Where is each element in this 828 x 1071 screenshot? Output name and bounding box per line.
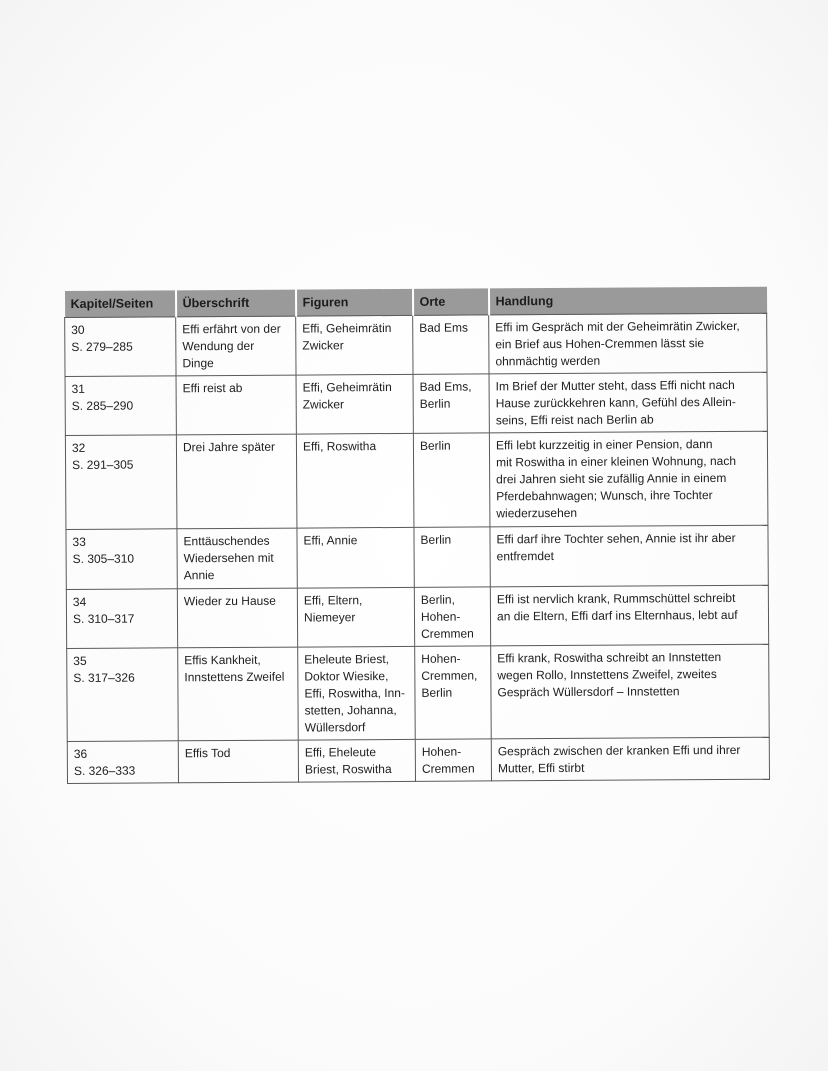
header-kapitel-seiten: Kapitel/Seiten bbox=[64, 290, 175, 317]
cell-kapitel: 33 S. 305–310 bbox=[66, 529, 177, 590]
cell-handlung: Gespräch zwischen der kranken Effi und ihrer Mutter, Effi stirbt bbox=[491, 737, 769, 781]
table-row bbox=[67, 644, 770, 741]
cell-orte: Berlin bbox=[414, 527, 490, 587]
cell-kapitel: 34 S. 310–317 bbox=[66, 589, 177, 649]
cell-handlung: Effi ist nervlich krank, Rummschüttel schreibt an die Eltern, Effi darf ins Elternhaus, lebt auf bbox=[490, 585, 768, 646]
cell-handlung: Effi im Gespräch mit der Geheimrätin Zwicker, ein Brief aus Hohen-Cremmen lässt sie ohnmächtig werden bbox=[489, 313, 767, 374]
header-figuren: Figuren bbox=[295, 289, 412, 316]
table-row bbox=[65, 313, 767, 376]
cell-ueberschrift: Effis Kankheit, Innstettens Zweifel bbox=[178, 647, 299, 741]
cell-figuren: Effi, Eltern, Niemeyer bbox=[297, 587, 414, 647]
cell-handlung: Im Brief der Mutter steht, dass Effi nicht nach Hause zurückkehren kann, Gefühl des Allein- seins, Effi reist nach Berlin ab bbox=[489, 372, 767, 433]
cell-handlung: Effi lebt kurzzeitig in einer Pension, dann mit Roswitha in einer kleinen Wohnung, nach drei Jahren sieht sie zufällig Annie in einem Pferdebahnwagen; Wunsch, ihre Tochter wiederzusehen bbox=[489, 431, 768, 527]
cell-orte: Hohen- Cremmen bbox=[415, 739, 491, 781]
table-row bbox=[67, 737, 769, 783]
cell-ueberschrift: Enttäuschendes Wiedersehen mit Annie bbox=[177, 528, 297, 589]
cell-kapitel: 30 S. 279–285 bbox=[65, 317, 176, 377]
cell-orte: Hohen- Cremmen, Berlin bbox=[415, 646, 492, 739]
cell-ueberschrift: Effi erfährt von der Wendung der Dinge bbox=[176, 316, 296, 376]
header-ueberschrift: Überschrift bbox=[175, 290, 295, 317]
cell-orte: Bad Ems bbox=[413, 315, 489, 374]
header-orte: Orte bbox=[412, 288, 488, 315]
cell-kapitel: 32 S. 291–305 bbox=[65, 435, 177, 530]
table-row bbox=[65, 431, 768, 529]
cell-kapitel: 35 S. 317–326 bbox=[67, 648, 179, 742]
cell-orte: Berlin, Hohen- Cremmen bbox=[414, 587, 490, 646]
cell-ueberschrift: Drei Jahre später bbox=[176, 434, 297, 529]
table-row bbox=[65, 372, 767, 435]
cell-kapitel: 36 S. 326–333 bbox=[67, 741, 178, 784]
chapter-overview-table-wrapper bbox=[64, 287, 769, 784]
cell-figuren: Effi, Eheleute Briest, Roswitha bbox=[298, 739, 415, 782]
cell-figuren: Effi, Annie bbox=[297, 527, 414, 588]
cell-ueberschrift: Effis Tod bbox=[178, 740, 298, 783]
chapter-overview-table bbox=[64, 287, 770, 784]
cell-kapitel: 31 S. 285–290 bbox=[65, 376, 176, 436]
cell-figuren: Eheleute Briest, Doktor Wiesike, Effi, Roswitha, Inn- stetten, Johanna, Wüllersdorf bbox=[298, 646, 416, 740]
cell-handlung: Effi darf ihre Tochter sehen, Annie ist ihr aber entfremdet bbox=[490, 525, 768, 587]
cell-figuren: Effi, Geheimrätin Zwicker bbox=[296, 374, 413, 434]
table-row bbox=[66, 525, 768, 589]
header-handlung: Handlung bbox=[488, 287, 766, 315]
cell-figuren: Effi, Roswitha bbox=[296, 433, 414, 528]
cell-ueberschrift: Wieder zu Hause bbox=[177, 588, 297, 648]
cell-orte: Bad Ems, Berlin bbox=[413, 374, 489, 433]
cell-handlung: Effi krank, Roswitha schreibt an Innstetten wegen Rollo, Innstettens Zweifel, zweites Gespräch Wüllersdorf – Innstetten bbox=[491, 644, 770, 739]
table-row bbox=[66, 585, 768, 648]
cell-figuren: Effi, Geheimrätin Zwicker bbox=[296, 315, 413, 375]
cell-ueberschrift: Effi reist ab bbox=[176, 375, 296, 435]
cell-orte: Berlin bbox=[413, 433, 490, 527]
